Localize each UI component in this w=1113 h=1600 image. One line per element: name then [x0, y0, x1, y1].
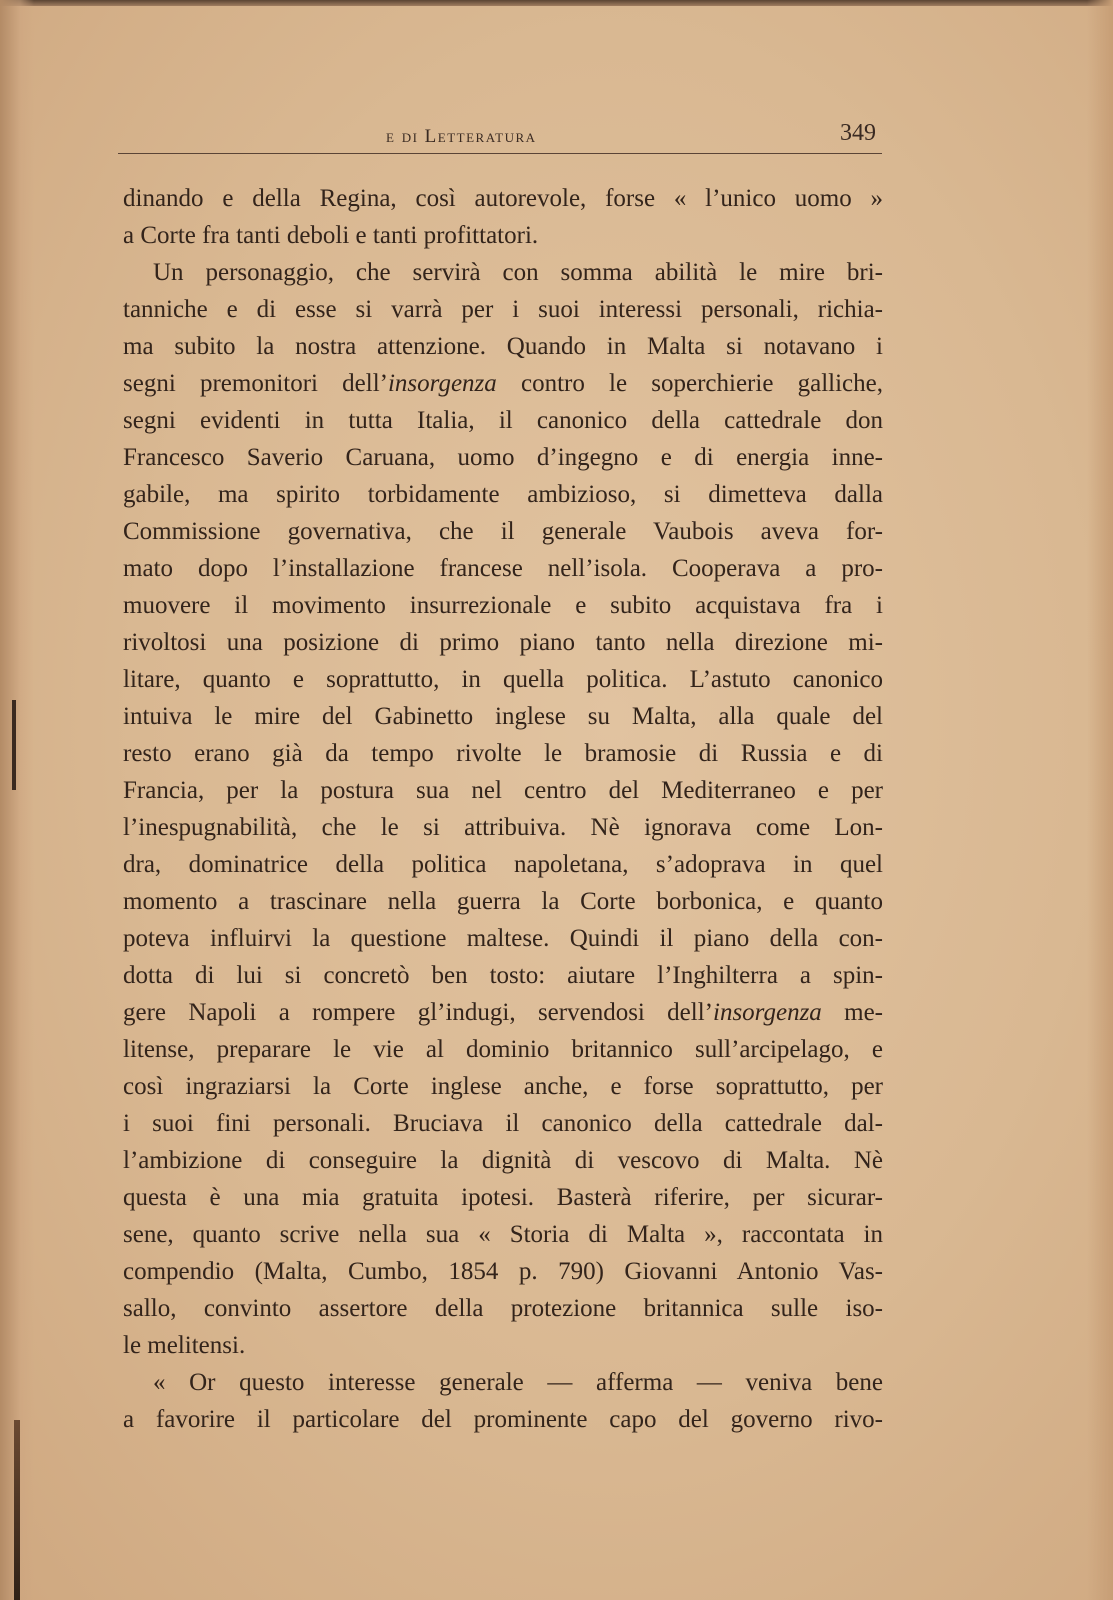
text-line: poteva influirvi la questione maltese. Quindi il piano della con-: [123, 925, 883, 952]
binding-shadow: [0, 0, 34, 1600]
margin-mark: [12, 700, 16, 790]
text-span: gere Napoli a rompere gl’indugi, servendosi dell’: [123, 999, 713, 1026]
italic-term: insorgenza: [713, 999, 822, 1026]
text-line: Commissione governativa, che il generale Vaubois aveva for-: [123, 518, 883, 545]
italic-term: insorgenza: [387, 370, 497, 397]
text-line: momento a trascinare nella guerra la Corte borbonica, e quanto: [123, 888, 883, 915]
page-header: [118, 120, 882, 154]
body-text: [123, 180, 883, 1438]
header-rule: [118, 153, 882, 154]
text-line: « Or questo interesse generale — afferma — veniva bene: [153, 1369, 883, 1396]
text-line: Francesco Saverio Caruana, uomo d’ingegno e di energia inne-: [123, 444, 883, 471]
text-line: dra, dominatrice della politica napoletana, s’adoprava in quel: [123, 851, 883, 878]
text-span: me-: [821, 999, 883, 1026]
text-line: a favorire il particolare del prominente capo del governo rivo-: [123, 1406, 883, 1433]
text-line: rivoltosi una posizione di primo piano tanto nella direzione mi-: [123, 629, 883, 656]
text-line: intuiva le mire del Gabinetto inglese su Malta, alla quale del: [123, 703, 883, 730]
text-line: muovere il movimento insurrezionale e subito acquistava fra i: [123, 592, 883, 619]
text-line: così ingraziarsi la Corte inglese anche, e forse soprattutto, per: [123, 1073, 883, 1100]
text-line: dotta di lui si concretò ben tosto: aiutare l’Inghilterra a spin-: [123, 962, 883, 989]
text-span: segni premonitori dell’: [123, 370, 388, 397]
text-line: a Corte fra tanti deboli e tanti profittatori.: [123, 222, 539, 249]
text-line: Francia, per la postura sua nel centro del Mediterraneo e per: [123, 777, 883, 804]
text-span: contro le soperchierie galliche,: [496, 370, 883, 397]
text-line: Un personaggio, che servirà con somma abilità le mire bri-: [153, 259, 883, 286]
text-line: questa è una mia gratuita ipotesi. Basterà riferire, per sicurar-: [123, 1184, 883, 1211]
text-line: [123, 365, 883, 402]
text-line: gabile, ma spirito torbidamente ambizioso, si dimetteva dalla: [123, 481, 883, 508]
text-line: mato dopo l’installazione francese nell’isola. Cooperava a pro-: [123, 555, 883, 582]
text-line: [123, 994, 883, 1031]
text-line: l’ambizione di conseguire la dignità di vescovo di Malta. Nè: [123, 1147, 883, 1174]
page-top-edge: [0, 0, 1113, 6]
text-line: resto erano già da tempo rivolte le bramosie di Russia e di: [123, 740, 883, 767]
page-edge-shadow: [1087, 0, 1113, 1600]
text-line: litense, preparare le vie al dominio britannico sull’arcipelago, e: [123, 1036, 883, 1063]
page-number: 349: [840, 120, 876, 146]
text-line: segni evidenti in tutta Italia, il canonico della cattedrale don: [123, 407, 883, 434]
text-line: ma subito la nostra attenzione. Quando in Malta si notavano i: [123, 333, 883, 360]
text-line: litare, quanto e soprattutto, in quella politica. L’astuto canonico: [123, 666, 883, 693]
running-head: e di Letteratura: [386, 126, 537, 147]
text-line: compendio (Malta, Cumbo, 1854 p. 790) Giovanni Antonio Vas-: [123, 1258, 883, 1285]
margin-mark: [14, 1420, 20, 1600]
text-line: i suoi fini personali. Bruciava il canonico della cattedrale dal-: [123, 1110, 883, 1137]
text-line: l’inespugnabilità, che le si attribuiva. Nè ignorava come Lon-: [123, 814, 883, 841]
text-line: sallo, convinto assertore della protezione britannica sulle iso-: [123, 1295, 883, 1322]
text-line: le melitensi.: [123, 1332, 246, 1359]
text-line: sene, quanto scrive nella sua « Storia di Malta », raccontata in: [123, 1221, 883, 1248]
text-line: tanniche e di esse si varrà per i suoi interessi personali, richia-: [123, 296, 883, 323]
text-line: dinando e della Regina, così autorevole, forse « l’unico uomo »: [123, 185, 883, 212]
